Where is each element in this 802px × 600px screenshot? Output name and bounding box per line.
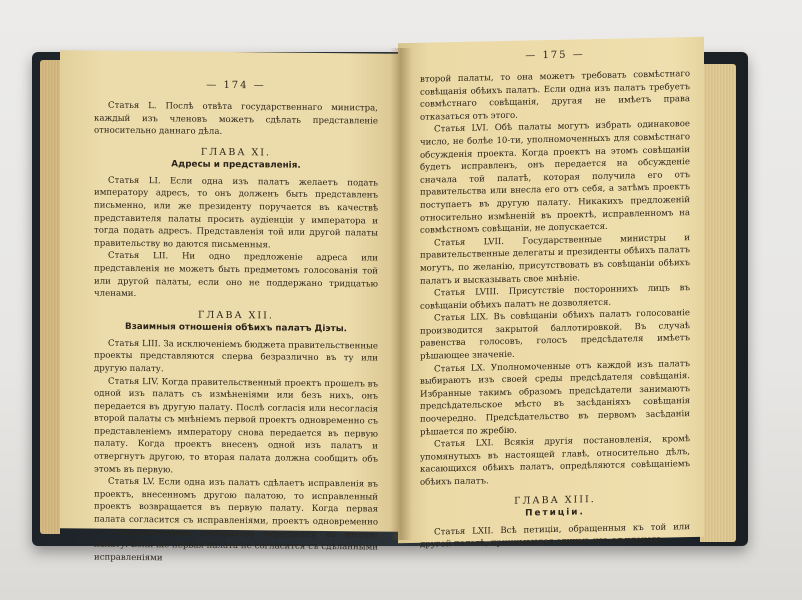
chapter-12-title: ГЛАВА XII. xyxy=(198,309,274,322)
chapter-13-heading: Петиціи. xyxy=(525,506,585,519)
chapter-11-heading: Адресы и представленія. xyxy=(171,159,301,171)
article-55-continued: второй палаты, то она можетъ требовать совмѣстнаго совѣщанія обѣихъ палатъ. Если одна изъ палатъ требуетъ совмѣстнаго совѣщанія, другая не имѣетъ права отказаться отъ этого. xyxy=(420,69,690,123)
article-50: Статья L. Послѣ отвѣта государственнаго министра, каждый изъ членовъ можетъ сдѣлать представленіе относительно даннаго дѣла. xyxy=(94,100,378,138)
left-page xyxy=(60,50,400,564)
article-58: Статья LVIII. Присутствіе постороннихъ лицъ въ совѣщаніи обѣихъ палатъ не дозволяется. xyxy=(420,283,690,312)
chapter-13-title: ГЛАВА XIII. xyxy=(514,493,596,507)
article-51: Статья LI. Если одна изъ палатъ желаетъ подать императору адресъ, то онъ долженъ быть представленъ письменно, или же президенту поручается въ качествѣ представителя палаты просить аудіенціи у императора и тогда подать адресъ. Представленія той или другой палаты правительству во даются письменныя. xyxy=(94,175,378,251)
article-53: Статья LIII. За исключеніемъ бюджета правительственные проекты представляются сперва безразлично въ ту или другую палату. xyxy=(94,338,378,375)
right-page xyxy=(398,37,704,550)
article-54: Статья LIV. Когда правительственный проектъ прошелъ въ одной изъ палатъ съ измѣненіями или безъ нихъ, онъ передается въ другую палату. Послѣ согласія или несогласія второй палаты съ мнѣніемъ первой проектъ одновременно съ представленіемъ императору снова передается въ первую палату. Когда проектъ внесенъ одной изъ палатъ и отвергнутъ другою, то вторая палата должна сообщить объ этомъ въ первую. xyxy=(94,376,378,476)
article-60: Статья LX. Уполномоченные отъ каждой изъ палатъ выбираютъ изъ своей среды предсѣдателя совѣщанія. Избранные такимъ образомъ предсѣдатели занимаютъ предсѣдательское мѣсто въ засѣданіяхъ совѣщанія поочередно. Предсѣдательство въ первомъ засѣданіи рѣшается по жребію. xyxy=(420,358,690,438)
article-52: Статья LII. Ни одно предложеніе адреса или представленія не можетъ быть предметомъ голосованія той или другой палаты, если оно не поддержано тридцатью членами. xyxy=(94,251,378,300)
chapter-11-title: ГЛАВА XI. xyxy=(200,146,272,159)
chapter-12-heading: Взаимныя отношенія обѣихъ палатъ Діэты. xyxy=(124,321,348,334)
article-56: Статья LVI. Обѣ палаты могутъ избрать одинаковое число, не болѣе 10-ти, уполномоченныхъ для совмѣстнаго обсужденія проекта. Когда проектъ на этомъ совѣщаніи будетъ исправленъ, онъ передается на обсужденіе сначала той палатѣ, которая получила его отъ правительства или внесла его отъ себя, а затѣмъ проектъ поступаетъ въ другую палату. Никакихъ предложеній относительно измѣненій въ проектѣ, исправленномъ на совмѣстномъ совѣщаніи, не допускается. xyxy=(420,119,690,236)
article-57: Статья LVII. Государственные министры и правительственные делегаты и президенты обѣихъ палатъ могутъ, по желанію, присутствовать въ совѣщаніи обѣихъ палатъ и высказывать свое мнѣніе. xyxy=(420,232,690,287)
book-gutter xyxy=(390,48,412,540)
article-59: Статья LIX. Въ совѣщаніи обѣихъ палатъ голосованіе производится закрытой баллотировкой. Въ случаѣ равенства голосовъ, голосъ предсѣдателя имѣетъ рѣшающее значеніе. xyxy=(420,308,690,362)
left-page-number: — 174 — xyxy=(206,79,266,92)
article-61: Статья LXI. Всякія другія постановленія, кромѣ упомянутыхъ въ настоящей главѣ, относительно дѣлъ, касающихся обѣихъ палатъ, опредѣляются совѣщаніемъ обѣихъ палатъ. xyxy=(420,434,690,488)
left-page-edges xyxy=(40,60,60,534)
right-page-number: — 175 — xyxy=(525,49,585,62)
right-page-edges xyxy=(700,64,736,542)
article-55: Статья LV. Если одна изъ палатъ сдѣлаетъ исправленія въ проектъ, внесенномъ другою палатою, то исправленный проектъ возвращается въ первую палату. Когда первая палата согласится съ исправленіями, проектъ одновременно съ представленіемъ императору передается во вторую палату. Если же первая палата не согласится съ сдѣланными исправленіями xyxy=(94,476,378,564)
article-62: Статья LXII. Всѣ петиціи, обращенныя къ той или другой палатѣ, принимаются однимъ изъ ея членовъ. xyxy=(420,521,690,550)
